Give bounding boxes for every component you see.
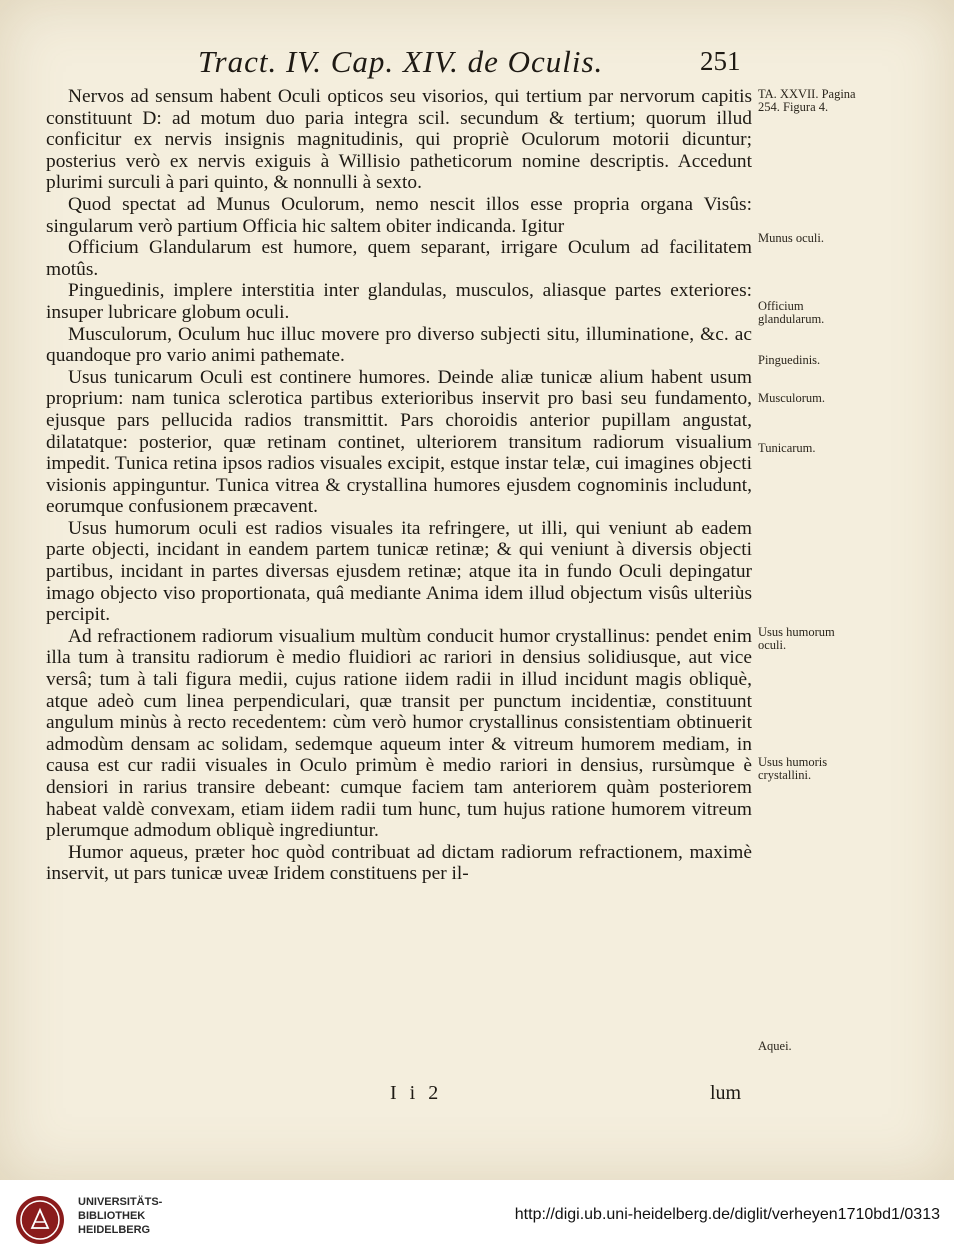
paragraph-musculi: Musculorum, Oculum huc illuc movere pro diverso subjecti situ, illuminatione, &c. ac quandoque pro vario animi pathemate. [46, 323, 752, 367]
running-title: Tract. IV. Cap. XIV. de Oculis. [198, 44, 604, 79]
catchword: lum [710, 1082, 742, 1104]
paragraph-glandulae: Officium Glandularum est humore, quem separant, irrigare Oculum ad facilitatem motûs. [46, 237, 752, 280]
signature-mark: I i 2 [390, 1082, 443, 1104]
margin-note-humores: Usus humorum oculi. [758, 625, 835, 652]
margin-note-tunicae: Tunicarum. [758, 441, 816, 455]
paragraph-aqueus: Humor aqueus, præter hoc quòd contribuat ad dictam radiorum refractionem, maximè inservit, ut pars tunicæ uveæ Iridem constituens per il- [46, 841, 752, 885]
footer-bar [0, 1180, 954, 1260]
library-name [78, 1195, 162, 1237]
margin-note-glandulae: Officium glandularum. [758, 299, 825, 326]
paragraph-munus: Quod spectat ad Munus Oculorum, nemo nescit illos esse propria organa Visûs: singularum verò partium Officia hic saltem obiter indicanda. Igitur [46, 193, 752, 237]
paragraph-humores: Usus humorum oculi est radios visuales ita refringere, ut illi, qui veniunt ab eadem parte objecti, incidant in eandem partem tunicæ retinæ; & qui veniunt à diversis objecti partibus, incidant in partes diversas ejusdem retinæ; atque ita in fundo Oculi depingatur imago objecto viso proportionata, quâ mediante Anima idem illud objectum visûs ulteriùs percipit. [46, 517, 752, 626]
source-url[interactable]: http://digi.ub.uni-heidelberg.de/diglit/verheyen1710bd1/0313 [514, 1206, 940, 1223]
running-header [0, 44, 954, 84]
paragraph-nervi: Nervos ad sensum habent Oculi opticos seu visorios, qui tertium par nervorum capitis constituunt D: ad motum duo paria integra scil. secundum & tertium; quorum illud conficitur ex nervis insignis magnitudinis, qui propriè Oculorum motorii dicuntur; posterius verò ex nervis exiguis à Willisio patheticorum nomine descriptis. Accedunt plurimi surculi à pari quinto, & nonnulli à sexto. [46, 86, 752, 194]
university-seal-icon [14, 1194, 66, 1246]
library-line: BIBLIOTHEK [78, 1210, 146, 1222]
margin-note-figure: TA. XXVII. Pagina 254. Figura 4. [758, 87, 856, 114]
margin-note-aqueus: Aquei. [758, 1039, 792, 1053]
margin-note-crystallinus: Usus humoris crystallini. [758, 755, 828, 782]
library-line: UNIVERSITÄTS- [78, 1196, 163, 1208]
paragraph-tunicae: Usus tunicarum Oculi est continere humores. Deinde aliæ tunicæ alium habent usum proprium: nam tunica sclerotica partibus exterioribus inservit pro basi seu fundamento, ejusque pars pellucida radios transmittit. Pars choroidis anterior pupillam angustat, dilatatque: posterior, quæ retinam continet, ulteriorem transitum radiorum visualium impedit. Tunica retina ipsos radios visuales excipit, estque instar telæ, cui imagines objecti visionis appinguntur. Tunica vitrea & crystallina humores ejusdem cognominis includunt, eorumque confusionem præcavent. [46, 366, 752, 518]
paragraph-crystallinus: Ad refractionem radiorum visualium multùm conducit humor crystallinus: pendet enim illa tum à transitu radiorum è medio fluidiori ac rariori in densius solidiusque, aut vice versâ; tum à tali figura medii, cujus ratione iidem radii in illud incidunt magis obliquè, atque adeò cum linea perpendiculari, quæ transit per punctum incidentiæ, constituunt angulum minùs à recto recedentem: cùm verò humor crystallinus consistentiam obtinuerit admodùm densam ac solidam, sedemque aqueum inter & vitreum humorem mediam, in causa est cur radii visuales in Oculo primùm è medio rariori in densius, rursùmque è densiori in rarius transire debeant: cumque faciem tam anteriorem quàm posteriorem habeat valdè convexam, etiam iidem radii tum hunc, tum hujus ratione humorem vitreum plerumque admodum obliquè ingrediuntur. [46, 625, 752, 842]
main-text [46, 86, 752, 885]
page-number: 251 [700, 46, 741, 76]
margin-note-pinguedo: Pinguedinis. [758, 353, 821, 367]
paragraph-pinguedo: Pinguedinis, implere interstitia inter glandulas, musculos, aliasque partes exteriores: insuper lubricare globum oculi. [46, 280, 752, 323]
library-line: HEIDELBERG [78, 1224, 151, 1236]
margin-note-munus: Munus oculi. [758, 231, 824, 245]
margin-note-musculi: Musculorum. [758, 391, 826, 405]
